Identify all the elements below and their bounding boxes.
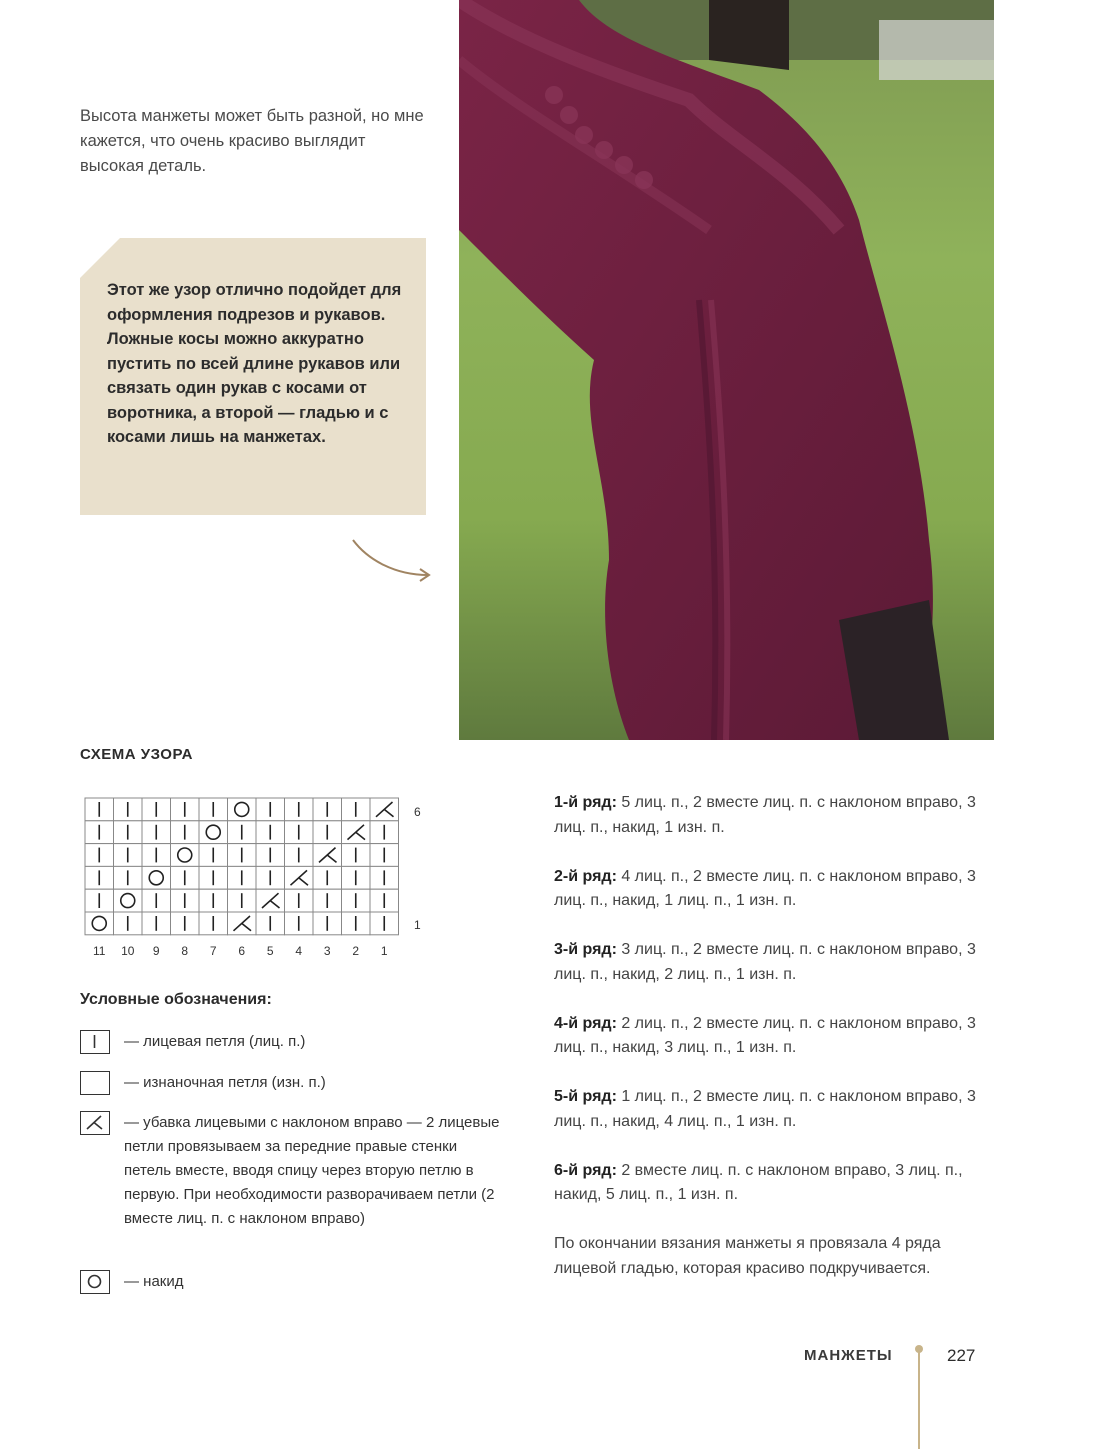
column-number: 5 bbox=[266, 943, 274, 958]
column-number: 1 bbox=[380, 943, 388, 958]
row-instruction: 5-й ряд: 1 лиц. п., 2 вместе лиц. п. с наклоном вправо, 3 лиц. п., накид, 4 лиц. п., 1 изн. п. bbox=[554, 1088, 976, 1130]
column-number: 11 bbox=[93, 943, 106, 958]
legend-text-purl: — изнаночная петля (изн. п.) bbox=[124, 1074, 326, 1091]
column-numbers bbox=[93, 944, 388, 958]
chart-cell bbox=[114, 889, 143, 912]
row-instruction: 2-й ряд: 4 лиц. п., 2 вместе лиц. п. с наклоном вправо, 3 лиц. п., накид, 1 лиц. п., 1 изн. п. bbox=[554, 867, 976, 909]
final-paragraph: По окончании вязания манжеты я провязала 4 ряда лицевой гладью, которая красиво подкручивается. bbox=[554, 1235, 941, 1277]
legend-text-knit: — лицевая петля (лиц. п.) bbox=[124, 1033, 306, 1050]
footer-divider bbox=[918, 1350, 920, 1449]
row-label-bottom: 1 bbox=[414, 918, 421, 932]
yarn-over-icon bbox=[80, 1270, 110, 1294]
chart-cell bbox=[199, 821, 228, 844]
row-instruction: 1-й ряд: 5 лиц. п., 2 вместе лиц. п. с наклоном вправо, 3 лиц. п., накид, 1 изн. п. bbox=[554, 794, 976, 836]
sweater-illustration bbox=[459, 0, 994, 740]
knit-stitch-icon bbox=[80, 1030, 110, 1054]
section-title: МАНЖЕТЫ bbox=[804, 1347, 893, 1364]
row-label-top: 6 bbox=[414, 805, 421, 819]
right-decrease-icon bbox=[80, 1111, 110, 1135]
chart-cell bbox=[142, 866, 171, 889]
scheme-title: СХЕМА УЗОРА bbox=[80, 746, 193, 763]
column-number: 7 bbox=[209, 943, 217, 958]
chart-cell bbox=[228, 798, 257, 821]
chart-grid bbox=[85, 798, 399, 935]
column-number: 2 bbox=[352, 943, 360, 958]
tip-box bbox=[80, 238, 426, 515]
column-number: 6 bbox=[238, 943, 246, 958]
stitch-chart bbox=[80, 790, 440, 965]
curved-arrow-icon bbox=[350, 535, 435, 590]
tip-box-corner bbox=[80, 238, 120, 278]
column-number: 3 bbox=[323, 943, 331, 958]
footer-dot bbox=[915, 1345, 923, 1353]
chart-cell bbox=[171, 844, 200, 867]
legend-text-decrease: — убавка лицевыми с наклоном вправо — 2 лицевые петли провязываем за передние правые стенки петель вместе, вводя спицу через вторую петлю в первую. При необходимости разворачиваем петли (2 вместе лиц. п. с наклоном вправо) bbox=[124, 1114, 500, 1227]
page-number: 227 bbox=[947, 1346, 976, 1365]
column-number: 4 bbox=[295, 943, 303, 958]
sweater-photo bbox=[459, 0, 994, 740]
legend-text-yarn-over: — накид bbox=[124, 1273, 184, 1290]
column-number: 8 bbox=[181, 943, 189, 958]
legend-title: Условные обозначения: bbox=[80, 991, 272, 1008]
chart-cell bbox=[85, 912, 114, 935]
column-number: 9 bbox=[152, 943, 160, 958]
row-instruction: 4-й ряд: 2 лиц. п., 2 вместе лиц. п. с наклоном вправо, 3 лиц. п., накид, 3 лиц. п., 1 изн. п. bbox=[554, 1014, 976, 1056]
purl-stitch-icon bbox=[80, 1071, 110, 1095]
row-instructions bbox=[554, 791, 984, 1281]
row-instruction: 6-й ряд: 2 вместе лиц. п. с наклоном вправо, 3 лиц. п., накид, 5 лиц. п., 1 изн. п. bbox=[554, 1161, 963, 1203]
intro-paragraph: Высота манжеты может быть разной, но мне кажется, что очень красиво выглядит высокая деталь. bbox=[80, 107, 424, 175]
column-number: 10 bbox=[121, 943, 135, 958]
row-instruction: 3-й ряд: 3 лиц. п., 2 вместе лиц. п. с наклоном вправо, 3 лиц. п., накид, 2 лиц. п., 1 изн. п. bbox=[554, 941, 976, 983]
tip-text: Этот же узор отлично подойдет для оформления подрезов и рукавов. Ложные косы можно аккуратно пустить по всей длине рукавов или связать один рукав с косами от воротника, а второй — гладью и с косами лишь на манжетах. bbox=[107, 281, 402, 446]
